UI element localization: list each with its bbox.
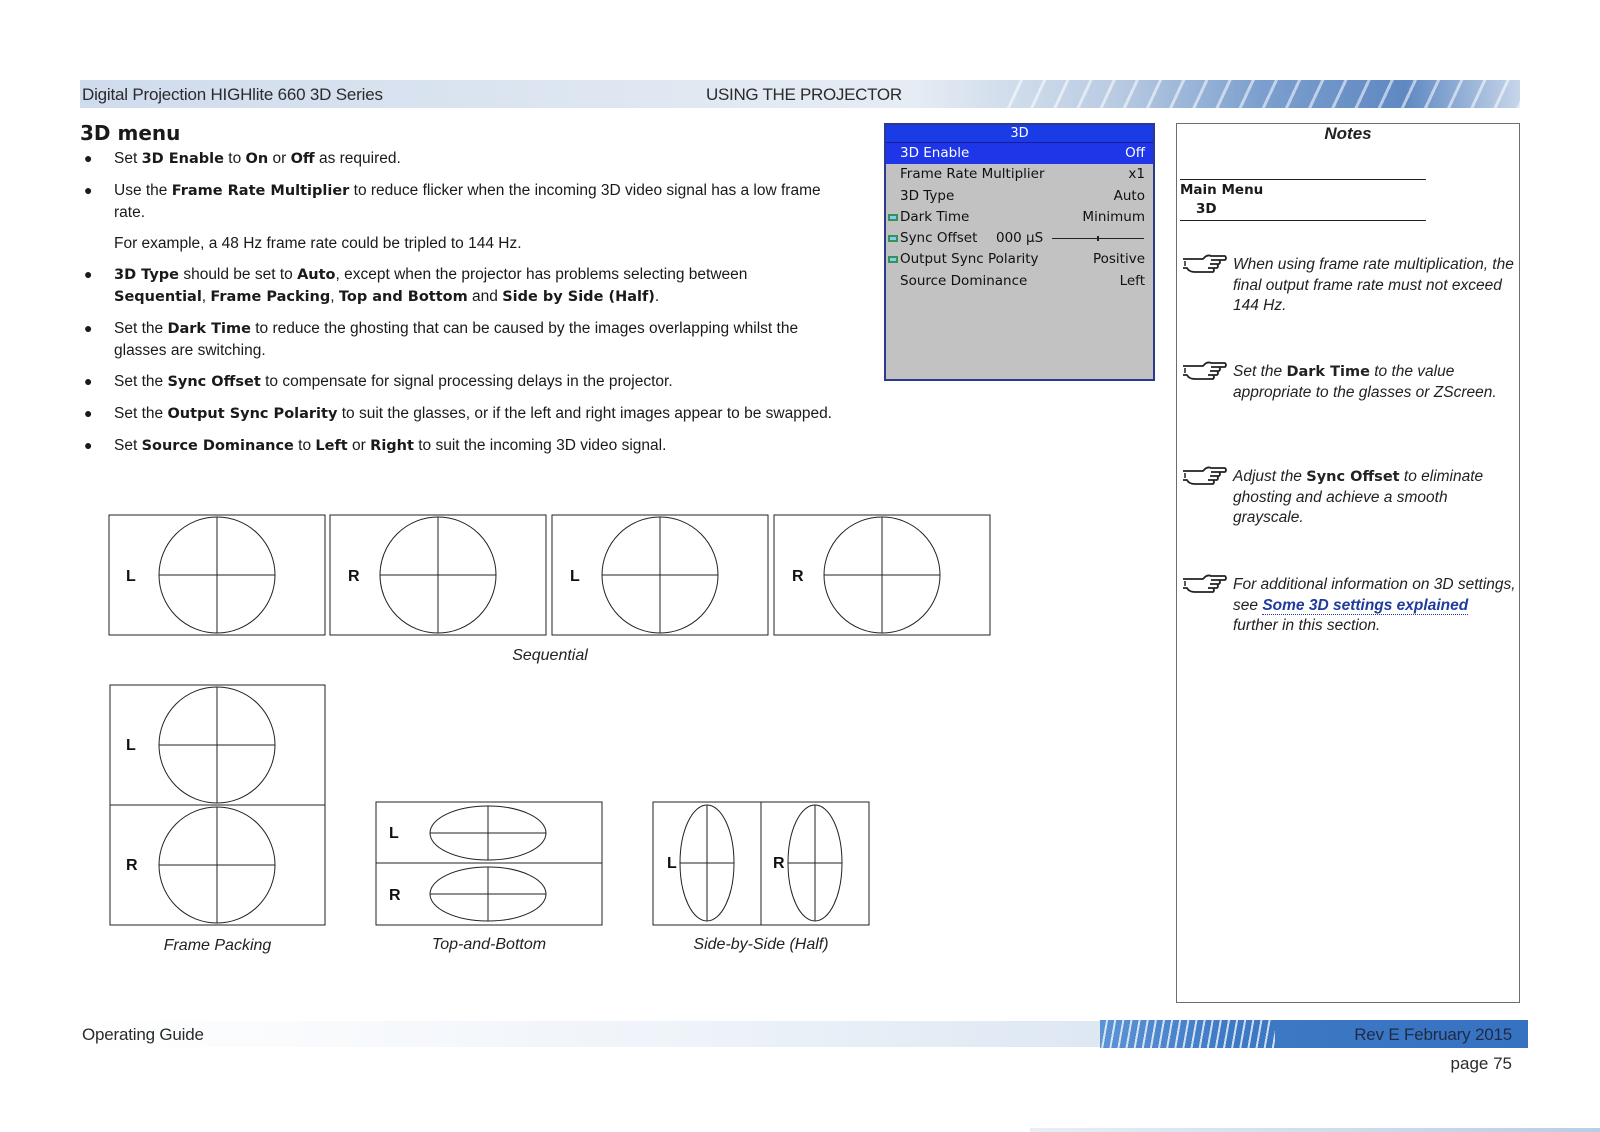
osd-value: Positive <box>1092 251 1145 268</box>
bullet-frame-rate: ● Use the Frame Rate Multiplier to reduce flicker when the incoming 3D video signal has a low frame rate. For example, a 48 Hz frame rate could be tripled to 144 Hz. <box>80 180 840 254</box>
frame-label: R <box>773 855 785 872</box>
osd-label: Source Dominance <box>900 272 1028 289</box>
note-more-info <box>1181 575 1517 637</box>
frame-label: L <box>570 568 580 585</box>
osd-label: Frame Rate Multiplier <box>900 166 1045 183</box>
notes-divider <box>1180 220 1426 221</box>
osd-row-frame-rate-multiplier[interactable] <box>886 164 1153 185</box>
bullet-dot: ● <box>84 437 93 453</box>
osd-label: Dark Time <box>900 208 970 225</box>
frame-label: L <box>389 825 399 842</box>
frame-label: R <box>126 857 138 874</box>
bullet-output-sync: ● Set the Output Sync Polarity to suit the glasses, or if the left and right images appear to be swapped. <box>84 405 832 422</box>
section-title: 3D menu <box>80 121 181 145</box>
caption-sequential: Sequential <box>512 647 588 664</box>
osd-label: Sync Offset <box>900 230 978 247</box>
notes-menu-path <box>1180 181 1263 219</box>
osd-row-output-sync-polarity[interactable] <box>886 249 1153 270</box>
adjust-icon <box>888 213 898 222</box>
frame-label: R <box>792 568 804 585</box>
pointing-hand-icon <box>1181 358 1227 382</box>
osd-label: 3D Enable <box>900 145 970 161</box>
bullet-dot: ● <box>84 150 93 166</box>
note-dark-time <box>1181 362 1517 403</box>
osd-label: 3D Type <box>900 187 955 204</box>
3d-settings-link[interactable]: Some 3D settings explained <box>1262 596 1469 614</box>
footer-fade <box>80 1021 1110 1047</box>
osd-3d-menu <box>884 123 1155 381</box>
bullet-source-dominance: ● Set Source Dominance to Left or Right to suit the incoming 3D video signal. <box>84 437 667 454</box>
caption-frame-packing: Frame Packing <box>163 937 272 954</box>
osd-row-dark-time[interactable] <box>886 207 1153 228</box>
header-stripes <box>1000 80 1520 108</box>
caption-side-by-side: Side-by-Side (Half) <box>693 936 829 953</box>
bullet-dot: ● <box>84 373 93 389</box>
osd-value: 000 µS <box>996 230 1044 247</box>
3d-format-diagrams <box>100 505 1000 945</box>
bullet-sync-offset: ● Set the Sync Offset to compensate for signal processing delays in the projector. <box>84 373 673 390</box>
menu-path-main: Main Menu <box>1180 182 1264 198</box>
bullet-3d-type: ● 3D Type should be set to Auto, except when the projector has problems selecting between Sequential, Frame Packing, Top and Bottom and Side by Side (Half). <box>84 266 748 305</box>
bullet-dot: ● <box>84 320 93 336</box>
osd-value: Left <box>1119 272 1145 289</box>
note-text: Adjust the Sync Offset to eliminate ghosting and achieve a smooth grayscale. <box>1233 468 1484 526</box>
note-sync-offset <box>1181 467 1517 529</box>
notes-title: Notes <box>1324 124 1372 143</box>
osd-label: Output Sync Polarity <box>900 251 1039 268</box>
note-text: For additional information on 3D settings, see Some 3D settings explained further in this section. <box>1233 576 1516 634</box>
frame-label: L <box>667 855 677 872</box>
note-frame-rate <box>1181 255 1517 317</box>
notes-divider <box>1180 179 1426 180</box>
adjust-icon <box>888 255 898 264</box>
osd-value: Off <box>1125 145 1145 161</box>
bullet-example: For example, a 48 Hz frame rate could be tripled to 144 Hz. <box>114 235 522 252</box>
sync-offset-slider[interactable] <box>1052 238 1144 239</box>
header-title: Digital Projection HIGHlite 660 3D Series <box>82 85 383 104</box>
osd-row-3d-enable[interactable] <box>886 143 1153 164</box>
footer-revision: Rev E February 2015 <box>1354 1025 1512 1044</box>
page-number: page 75 <box>1450 1054 1512 1073</box>
adjust-icon <box>888 234 898 243</box>
pointing-hand-icon <box>1181 463 1227 487</box>
note-text: Set the Dark Time to the value appropriate to the glasses or ZScreen. <box>1233 363 1497 401</box>
bullet-list <box>80 148 840 467</box>
frame-label: R <box>389 887 401 904</box>
pointing-hand-icon <box>1181 571 1227 595</box>
osd-value: Minimum <box>1082 208 1145 225</box>
bullet-dot: ● <box>84 266 93 282</box>
footer-stripes <box>1100 1020 1275 1048</box>
osd-row-sync-offset[interactable] <box>886 228 1153 249</box>
note-text: When using frame rate multiplication, the final output frame rate must not exceed 144 Hz. <box>1233 256 1514 314</box>
bullet-3d-enable: ● Set 3D Enable to On or Off as required. <box>84 150 401 167</box>
caption-top-and-bottom: Top-and-Bottom <box>431 936 547 953</box>
osd-row-source-dominance[interactable] <box>886 271 1153 292</box>
bottom-sliver <box>1030 1128 1600 1132</box>
bullet-dot: ● <box>84 182 93 198</box>
bullet-dot: ● <box>84 405 93 421</box>
footer-doc-name: Operating Guide <box>82 1025 204 1044</box>
osd-title: 3D <box>886 125 1153 143</box>
frame-label: L <box>126 737 136 754</box>
header-section: USING THE PROJECTOR <box>706 85 902 104</box>
osd-value: x1 <box>1128 166 1145 183</box>
bullet-dark-time: ● Set the Dark Time to reduce the ghosting that can be caused by the images overlapping whilst the glasses are switching. <box>84 320 799 359</box>
osd-row-3d-type[interactable] <box>886 186 1153 207</box>
frame-label: L <box>126 568 136 585</box>
menu-path-sub: 3D <box>1196 201 1217 217</box>
frame-label: R <box>348 568 360 585</box>
osd-value: Auto <box>1113 187 1145 204</box>
pointing-hand-icon <box>1181 251 1227 275</box>
